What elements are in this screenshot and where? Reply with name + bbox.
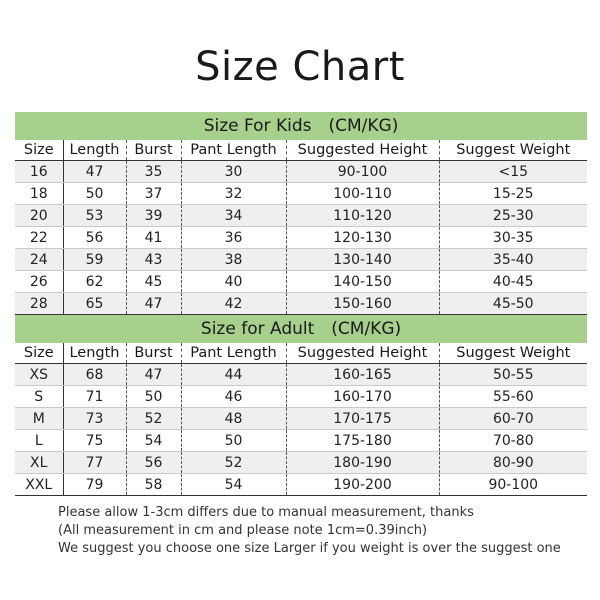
cell-weight: 50-55 bbox=[439, 364, 587, 386]
cell-burst: 52 bbox=[126, 408, 181, 430]
cell-size: 20 bbox=[15, 205, 63, 227]
cell-pant-length: 34 bbox=[181, 205, 286, 227]
cell-size: 22 bbox=[15, 227, 63, 249]
adult-header-row bbox=[15, 343, 587, 364]
cell-pant-length: 50 bbox=[181, 430, 286, 452]
cell-size: XXL bbox=[15, 474, 63, 496]
cell-pant-length: 48 bbox=[181, 408, 286, 430]
column-header-size: Size bbox=[15, 343, 63, 364]
adult-table-heading: Size for Adult (CM/KG) bbox=[15, 315, 587, 343]
cell-weight: 70-80 bbox=[439, 430, 587, 452]
cell-weight: 35-40 bbox=[439, 249, 587, 271]
cell-length: 53 bbox=[63, 205, 126, 227]
table-row bbox=[15, 205, 587, 227]
cell-weight: 60-70 bbox=[439, 408, 587, 430]
cell-size: L bbox=[15, 430, 63, 452]
cell-size: XS bbox=[15, 364, 63, 386]
cell-length: 65 bbox=[63, 293, 126, 315]
column-header-suggested-height: Suggested Height bbox=[286, 343, 439, 364]
cell-size: 24 bbox=[15, 249, 63, 271]
table-row bbox=[15, 430, 587, 452]
cell-height: 130-140 bbox=[286, 249, 439, 271]
cell-length: 68 bbox=[63, 364, 126, 386]
column-header-burst: Burst bbox=[126, 140, 181, 161]
cell-size: 16 bbox=[15, 161, 63, 183]
table-row bbox=[15, 386, 587, 408]
cell-height: 190-200 bbox=[286, 474, 439, 496]
cell-length: 71 bbox=[63, 386, 126, 408]
cell-height: 170-175 bbox=[286, 408, 439, 430]
cell-height: 160-165 bbox=[286, 364, 439, 386]
kids-size-table bbox=[15, 112, 587, 315]
cell-pant-length: 30 bbox=[181, 161, 286, 183]
cell-weight: 45-50 bbox=[439, 293, 587, 315]
cell-weight: 30-35 bbox=[439, 227, 587, 249]
cell-height: 120-130 bbox=[286, 227, 439, 249]
cell-pant-length: 52 bbox=[181, 452, 286, 474]
column-header-size: Size bbox=[15, 140, 63, 161]
cell-height: 150-160 bbox=[286, 293, 439, 315]
cell-size: S bbox=[15, 386, 63, 408]
cell-weight: 80-90 bbox=[439, 452, 587, 474]
cell-burst: 47 bbox=[126, 293, 181, 315]
table-row bbox=[15, 452, 587, 474]
cell-burst: 47 bbox=[126, 364, 181, 386]
table-row bbox=[15, 183, 587, 205]
cell-burst: 37 bbox=[126, 183, 181, 205]
cell-burst: 50 bbox=[126, 386, 181, 408]
table-row bbox=[15, 271, 587, 293]
column-header-length: Length bbox=[63, 343, 126, 364]
cell-burst: 56 bbox=[126, 452, 181, 474]
cell-pant-length: 42 bbox=[181, 293, 286, 315]
cell-height: 90-100 bbox=[286, 161, 439, 183]
note-line: We suggest you choose one size Larger if you weight is over the suggest one bbox=[58, 541, 561, 556]
cell-length: 75 bbox=[63, 430, 126, 452]
cell-height: 140-150 bbox=[286, 271, 439, 293]
cell-weight: 90-100 bbox=[439, 474, 587, 496]
cell-size: 28 bbox=[15, 293, 63, 315]
cell-length: 73 bbox=[63, 408, 126, 430]
cell-weight: <15 bbox=[439, 161, 587, 183]
kids-header-row bbox=[15, 140, 587, 161]
measurement-notes bbox=[58, 504, 561, 558]
cell-burst: 35 bbox=[126, 161, 181, 183]
cell-height: 160-170 bbox=[286, 386, 439, 408]
cell-weight: 15-25 bbox=[439, 183, 587, 205]
cell-pant-length: 40 bbox=[181, 271, 286, 293]
cell-burst: 54 bbox=[126, 430, 181, 452]
cell-size: XL bbox=[15, 452, 63, 474]
cell-size: 26 bbox=[15, 271, 63, 293]
cell-length: 50 bbox=[63, 183, 126, 205]
note-line: (All measurement in cm and please note 1cm=0.39inch) bbox=[58, 523, 428, 538]
kids-table-heading: Size For Kids (CM/KG) bbox=[15, 112, 587, 140]
table-row bbox=[15, 227, 587, 249]
cell-burst: 58 bbox=[126, 474, 181, 496]
cell-length: 47 bbox=[63, 161, 126, 183]
cell-burst: 41 bbox=[126, 227, 181, 249]
cell-weight: 25-30 bbox=[439, 205, 587, 227]
cell-pant-length: 46 bbox=[181, 386, 286, 408]
cell-height: 100-110 bbox=[286, 183, 439, 205]
page-title: Size Chart bbox=[195, 44, 405, 90]
cell-length: 77 bbox=[63, 452, 126, 474]
cell-pant-length: 32 bbox=[181, 183, 286, 205]
column-header-pant-length: Pant Length bbox=[181, 140, 286, 161]
cell-weight: 40-45 bbox=[439, 271, 587, 293]
cell-height: 110-120 bbox=[286, 205, 439, 227]
column-header-suggested-height: Suggested Height bbox=[286, 140, 439, 161]
cell-height: 175-180 bbox=[286, 430, 439, 452]
column-header-pant-length: Pant Length bbox=[181, 343, 286, 364]
cell-pant-length: 36 bbox=[181, 227, 286, 249]
cell-height: 180-190 bbox=[286, 452, 439, 474]
cell-pant-length: 44 bbox=[181, 364, 286, 386]
cell-burst: 43 bbox=[126, 249, 181, 271]
cell-pant-length: 38 bbox=[181, 249, 286, 271]
table-row bbox=[15, 408, 587, 430]
column-header-suggest-weight: Suggest Weight bbox=[439, 343, 587, 364]
cell-length: 62 bbox=[63, 271, 126, 293]
cell-length: 79 bbox=[63, 474, 126, 496]
table-row bbox=[15, 293, 587, 315]
cell-weight: 55-60 bbox=[439, 386, 587, 408]
adult-size-table bbox=[15, 315, 587, 496]
cell-burst: 39 bbox=[126, 205, 181, 227]
cell-length: 59 bbox=[63, 249, 126, 271]
cell-burst: 45 bbox=[126, 271, 181, 293]
column-header-burst: Burst bbox=[126, 343, 181, 364]
cell-size: 18 bbox=[15, 183, 63, 205]
table-row bbox=[15, 161, 587, 183]
cell-size: M bbox=[15, 408, 63, 430]
note-line: Please allow 1-3cm differs due to manual measurement, thanks bbox=[58, 505, 474, 520]
table-row bbox=[15, 474, 587, 496]
cell-pant-length: 54 bbox=[181, 474, 286, 496]
table-row bbox=[15, 364, 587, 386]
cell-length: 56 bbox=[63, 227, 126, 249]
column-header-suggest-weight: Suggest Weight bbox=[439, 140, 587, 161]
table-row bbox=[15, 249, 587, 271]
column-header-length: Length bbox=[63, 140, 126, 161]
